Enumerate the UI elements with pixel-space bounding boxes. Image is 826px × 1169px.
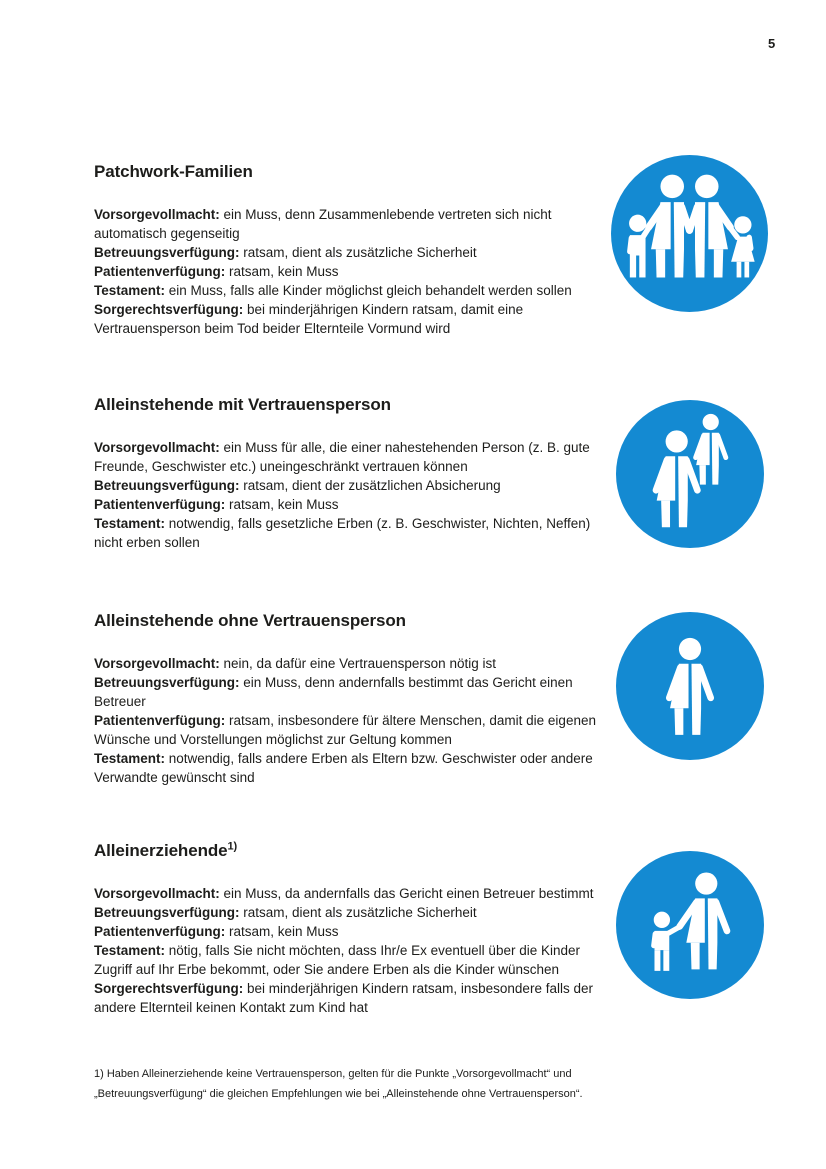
section-body [94,205,618,338]
entry-text: ratsam, dient der zusätzlichen Absicherung [239,478,501,493]
entry-text: ratsam, dient als zusätzliche Sicherheit [239,905,477,920]
entry-label: Betreuungsverfügung: [94,905,240,920]
entry-text: ratsam, kein Muss [225,497,339,512]
single-person-icon [616,612,764,760]
entry-text: ein Muss für alle, die einer nahestehenden Person (z. B. gute Freunde, Geschwister etc.) uneingeschränkt vertrauen können [94,440,590,474]
text-entry [94,300,618,338]
text-entry [94,514,618,552]
section-patchwork-familien [94,162,618,338]
text-entry [94,495,618,514]
entry-text: ein Muss, denn andernfalls bestimmt das Gericht einen Betreuer [94,675,573,709]
entry-text: ein Muss, falls alle Kinder möglichst gleich behandelt werden sollen [165,283,572,298]
entry-label: Patientenverfügung: [94,497,226,512]
entry-label: Testament: [94,751,166,766]
entry-text: ratsam, dient als zusätzliche Sicherheit [239,245,477,260]
person-with-companion-icon [616,400,764,548]
text-entry [94,903,618,922]
section-alleinerziehende [94,841,618,1017]
text-entry [94,243,618,262]
entry-label: Vorsorgevollmacht: [94,886,220,901]
section-alleinstehende-ohne-vertrauensperson [94,611,618,787]
text-entry [94,711,618,749]
entry-text: notwendig, falls andere Erben als Eltern bzw. Geschwister oder andere Verwandte gewünscht sind [94,751,593,785]
section-heading: Alleinerziehende$^{1)}$ [94,840,238,860]
entry-text: bei minderjährigen Kindern ratsam, insbesondere falls der andere Elternteil keinen Kontakt zum Kind hat [94,981,593,1015]
entry-text: ratsam, kein Muss [225,264,339,279]
text-entry [94,749,618,787]
section-heading: Alleinstehende ohne Vertrauensperson [94,611,406,630]
single-parent-with-child-icon [616,851,764,999]
text-entry [94,922,618,941]
text-entry [94,476,618,495]
entry-label: Patientenverfügung: [94,924,226,939]
text-entry [94,262,618,281]
text-entry [94,654,618,673]
entry-label: Betreuungsverfügung: [94,675,240,690]
entry-label: Testament: [94,943,166,958]
entry-label: Betreuungsverfügung: [94,478,240,493]
section-body [94,884,618,1017]
entry-text: ein Muss, da andernfalls das Gericht einen Betreuer bestimmt [219,886,594,901]
entry-text: ratsam, kein Muss [225,924,339,939]
section-heading: Alleinstehende mit Vertrauensperson [94,395,391,414]
patchwork-family-icon [611,155,768,312]
text-entry [94,979,618,1017]
section-body [94,654,618,787]
entry-text: ratsam, insbesondere für ältere Menschen, damit die eigenen Wünsche und Vorstellungen möglichst zur Geltung kommen [94,713,596,747]
entry-label: Vorsorgevollmacht: [94,656,220,671]
entry-label: Sorgerechtsverfügung: [94,302,244,317]
entry-label: Vorsorgevollmacht: [94,440,220,455]
text-entry [94,941,618,979]
entry-text: notwendig, falls gesetzliche Erben (z. B. Geschwister, Nichten, Neffen) nicht erben sollen [94,516,591,550]
text-entry [94,205,618,243]
text-entry [94,673,618,711]
page-number: 5 [768,36,776,51]
entry-text: nein, da dafür eine Vertrauensperson nötig ist [219,656,496,671]
section-body [94,438,618,552]
footnote-marker: 1) [227,840,238,853]
footnote: 1) Haben Alleinerziehende keine Vertrauensperson, gelten für die Punkte „Vorsorgevollmacht“ und „Betreuungsverfügung“ die gleichen Empfehlungen wie bei „Alleinstehende ohne Vertrauensperson“. [94,1068,583,1100]
entry-label: Vorsorgevollmacht: [94,207,220,222]
text-entry [94,884,618,903]
entry-label: Patientenverfügung: [94,264,226,279]
entry-text: bei minderjährigen Kindern ratsam, damit eine Vertrauensperson beim Tod beider Elternteile Vormund wird [94,302,524,336]
text-entry [94,281,618,300]
section-heading: Patchwork-Familien [94,162,253,181]
entry-label: Testament: [94,283,166,298]
entry-label: Sorgerechtsverfügung: [94,981,244,996]
entry-text: ein Muss, denn Zusammenlebende vertreten sich nicht automatisch gegenseitig [94,207,552,241]
text-entry [94,438,618,476]
section-alleinstehende-mit-vertrauensperson [94,395,618,552]
entry-label: Patientenverfügung: [94,713,226,728]
entry-label: Betreuungsverfügung: [94,245,240,260]
entry-label: Testament: [94,516,166,531]
entry-text: nötig, falls Sie nicht möchten, dass Ihr/e Ex eventuell über die Kinder Zugriff auf Ihr Erbe bekommt, oder Sie andere Erben als die Kinder wünschen [94,943,580,977]
